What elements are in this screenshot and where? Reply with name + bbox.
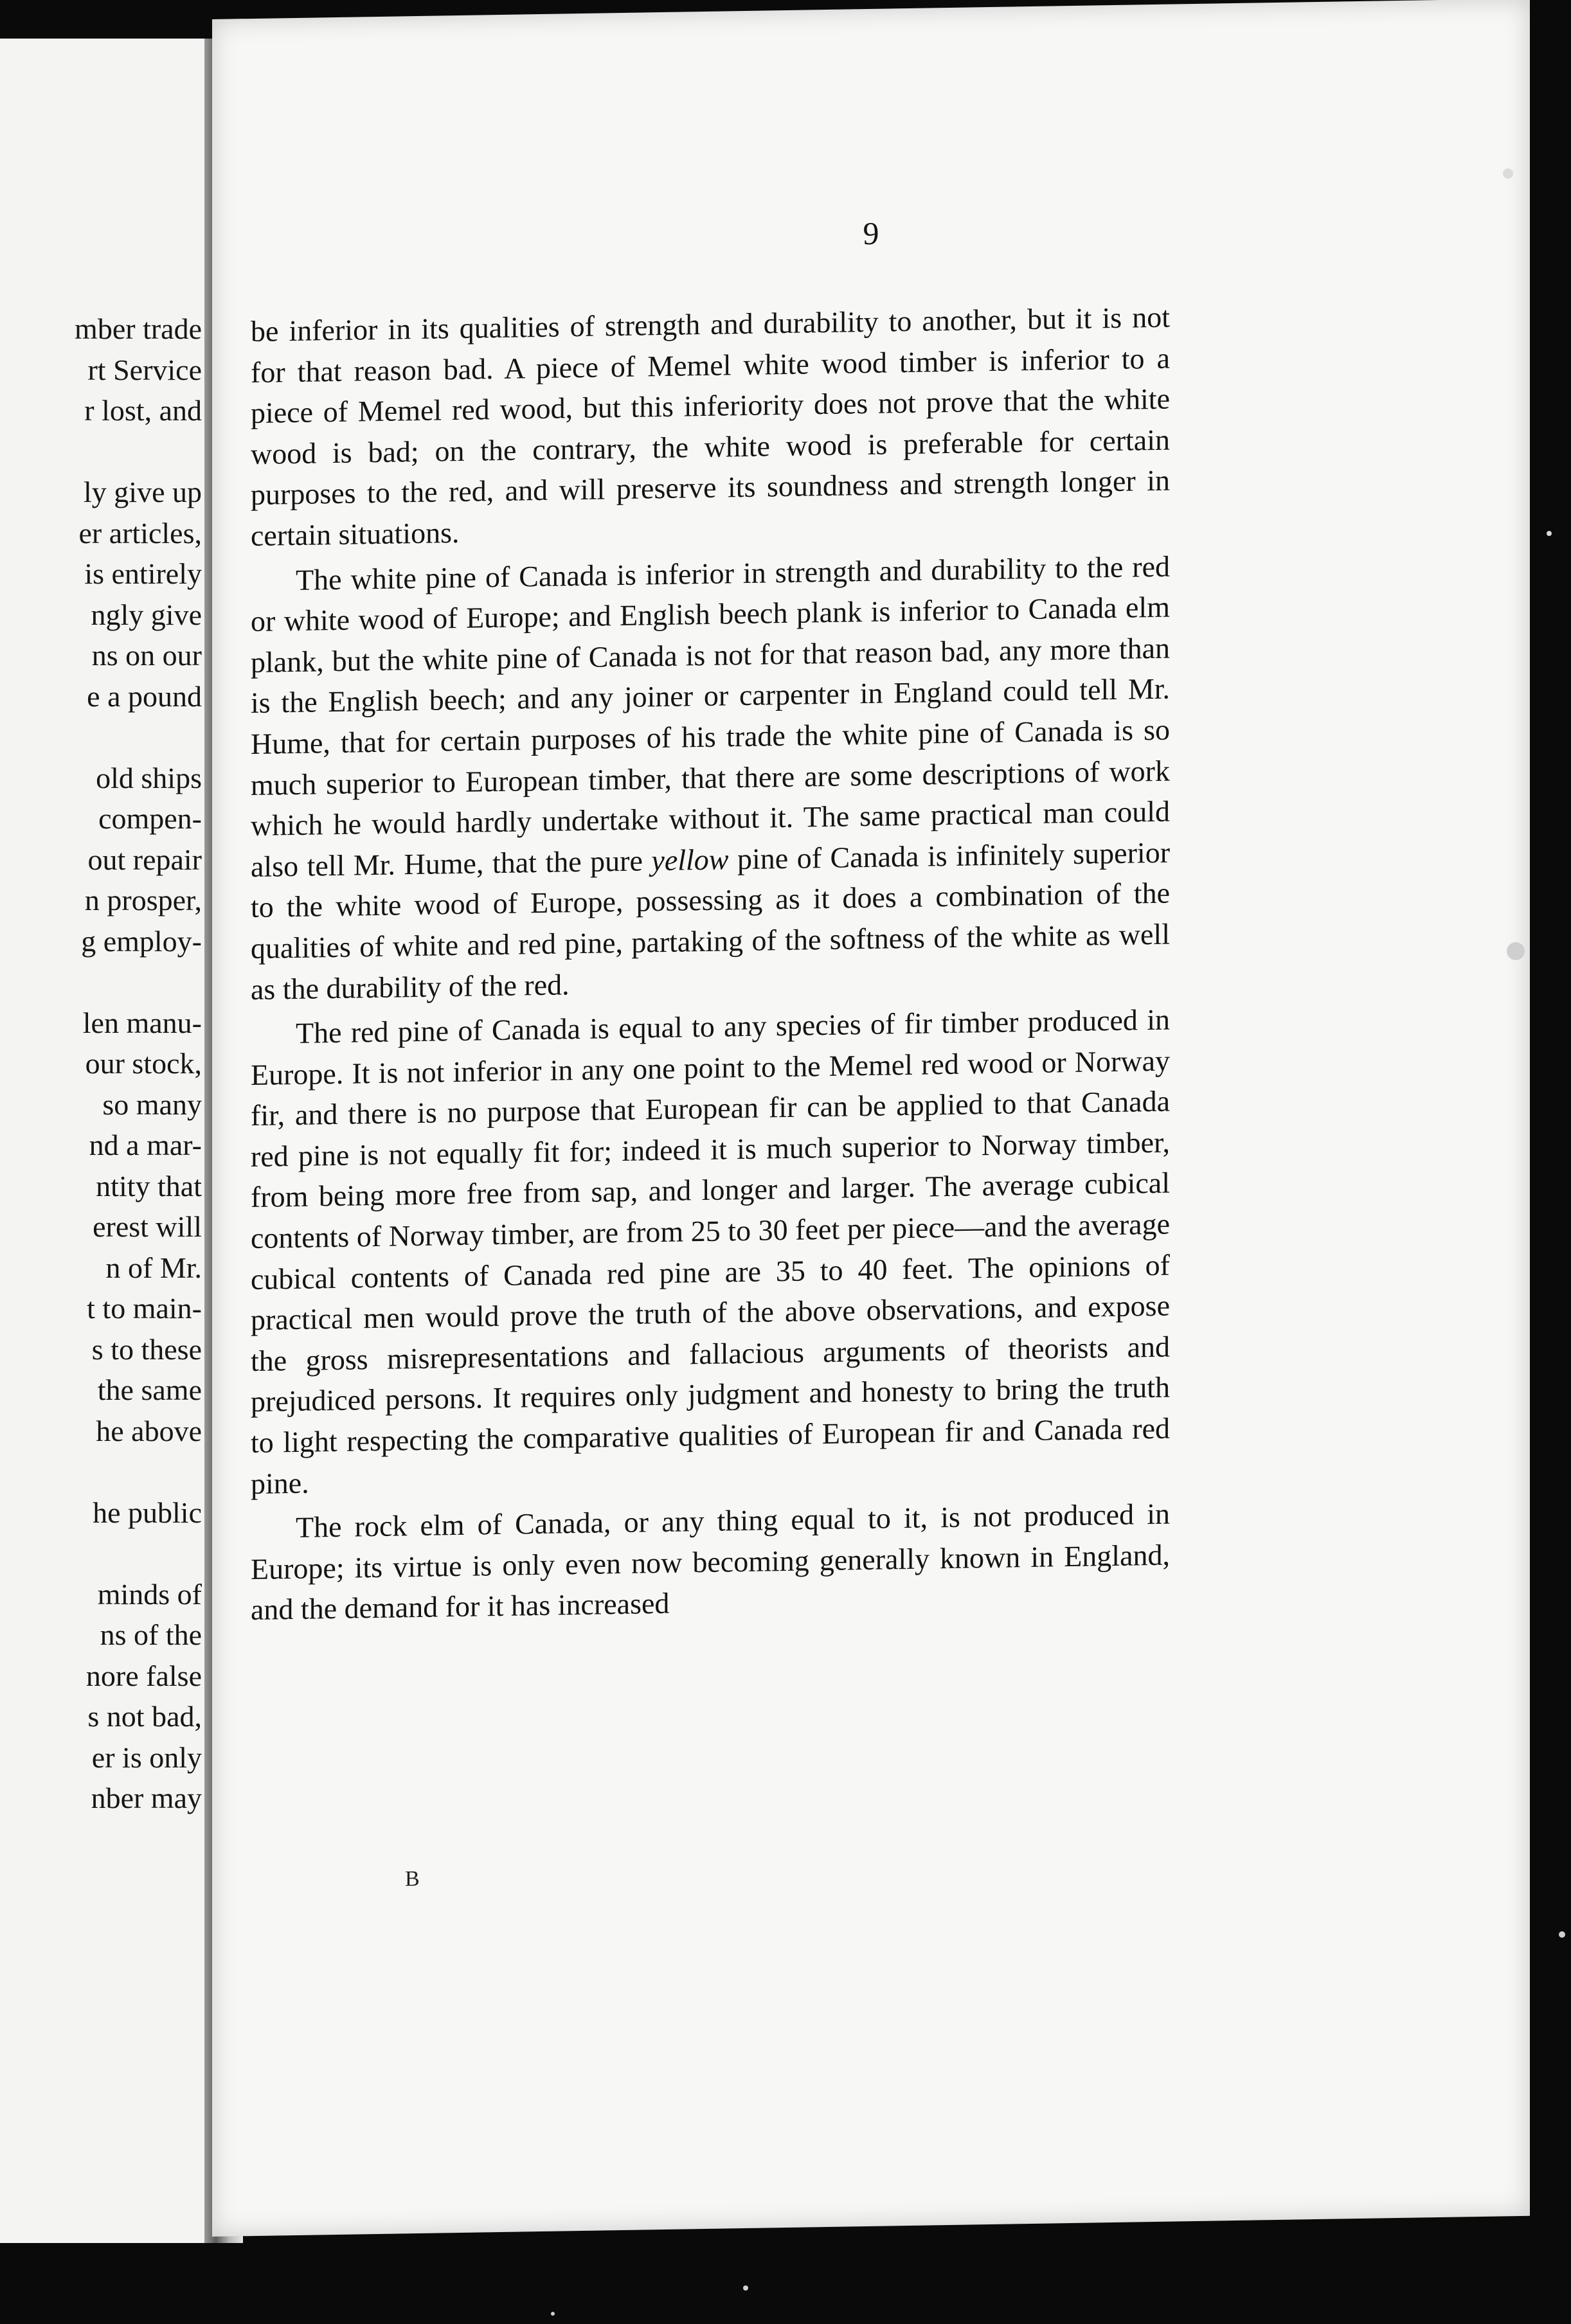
fragment-line: he above: [96, 1414, 202, 1447]
fragment-line: len manu-: [82, 1006, 202, 1039]
fragment-line: nber may: [91, 1782, 202, 1814]
paragraph-gap: [0, 1533, 202, 1574]
paragraph-gap: [0, 1451, 202, 1492]
fragment-line: mber trade: [75, 312, 202, 345]
paragraph-2-text-after: pine of Canada is infinitely superior to the white wood of Europe, possessing as it does a combination of the qualities of white and red pine, partaking of the softness of the white as well as the durability of the red.: [251, 836, 1171, 1006]
fragment-line: n prosper,: [84, 884, 202, 916]
fragment-line: e a pound: [87, 679, 202, 713]
fragment-line: rt Service: [87, 353, 202, 386]
fragment-line: ly give up: [84, 476, 202, 508]
fragment-line: he public: [93, 1496, 202, 1529]
fragment-line: old ships: [96, 761, 202, 794]
fragment-line: ngly give: [91, 598, 202, 631]
fragment-line: erest will: [93, 1210, 202, 1243]
previous-page-text: [0, 308, 202, 1819]
current-page: [212, 0, 1530, 2237]
fragment-line: out repair: [87, 843, 202, 876]
fragment-line: nd a mar-: [89, 1129, 202, 1161]
fragment-line: s not bad,: [87, 1700, 202, 1733]
paragraph-1: be inferior in its qualities of strength and durability to another, but it is not for that reason bad. A piece of Memel white wood timber is inferior to a piece of Memel red wood, but this inferiority does not prove that the white wood is bad; on the contrary, the white wood is preferable for certain purposes to the red, and will preserve its soundness and strength longer in certain situations.: [251, 300, 1170, 553]
fragment-line: er is only: [91, 1740, 202, 1774]
paragraph-2: [251, 546, 1170, 1010]
paragraph-4: The rock elm of Canada, or any thing equal to it, is not produced in Europe; its virtue is only even now becoming generally known in England, and the demand for it has increased: [251, 1497, 1170, 1627]
paragraph-gap: [0, 717, 202, 758]
fragment-line: is entirely: [84, 557, 202, 590]
fragment-line: ns on our: [91, 639, 202, 672]
paragraph-gap: [0, 961, 202, 1003]
fragment-line: r lost, and: [84, 394, 202, 427]
fragment-line: s to these: [91, 1332, 202, 1366]
fragment-line: ntity that: [96, 1169, 202, 1202]
fragment-line: our stock,: [85, 1047, 202, 1080]
fragment-line: the same: [97, 1373, 202, 1406]
fragment-line: nore false: [85, 1659, 202, 1692]
previous-page: [0, 39, 206, 2243]
emphasis-yellow: yellow: [651, 843, 729, 877]
fragment-line: ns of the: [100, 1618, 202, 1651]
fragment-line: n of Mr.: [105, 1251, 202, 1284]
paragraph-3: The red pine of Canada is equal to any species of fir timber produced in Europe. It is not inferior in any one point to the Memel red wood or Norway fir, and there is no purpose that European fir can be applied to that Canada red pine is not equally fit for; indeed it is much superior to Norway timber, from being more free from sap, and longer and larger. The average cubical contents of Norway timber, are from 25 to 30 feet per piece—and the average cubical contents of Canada red pine are 35 to 40 feet. The opinions of practical men would prove the truth of the above observations, and expose the gross misrepresentations and fallacious arguments of theorists and prejudiced persons. It requires only judgment and honesty to bring the truth to light respecting the comparative qualities of European fir and Canada red pine.: [251, 1003, 1170, 1500]
paragraph-2-text: The white pine of Canada is inferior in strength and durability to the red or white wood of Europe; and English beech plank is inferior to Canada elm plank, but the white pine of Canada is not for that reason bad, any more than is the English beech; and any joiner or carpenter in England could tell Mr. Hume, that for certain purposes of his trade the white pine of Canada is so much superior to European timber, that there are some descriptions of work which he would hardly undertake without it. The same practical man could also tell Mr. Hume, that the pure: [251, 550, 1170, 883]
page-body-text: [251, 297, 1170, 1631]
fragment-line: g employ-: [81, 924, 202, 958]
signature-mark: B: [405, 1866, 420, 1891]
fragment-line: so many: [102, 1087, 202, 1121]
fragment-line: er articles,: [78, 516, 202, 550]
fragment-line: t to main-: [87, 1292, 202, 1325]
page-number: 9: [863, 215, 879, 252]
paragraph-gap: [0, 431, 202, 472]
fragment-line: compen-: [98, 802, 202, 835]
fragment-line: minds of: [97, 1577, 202, 1611]
